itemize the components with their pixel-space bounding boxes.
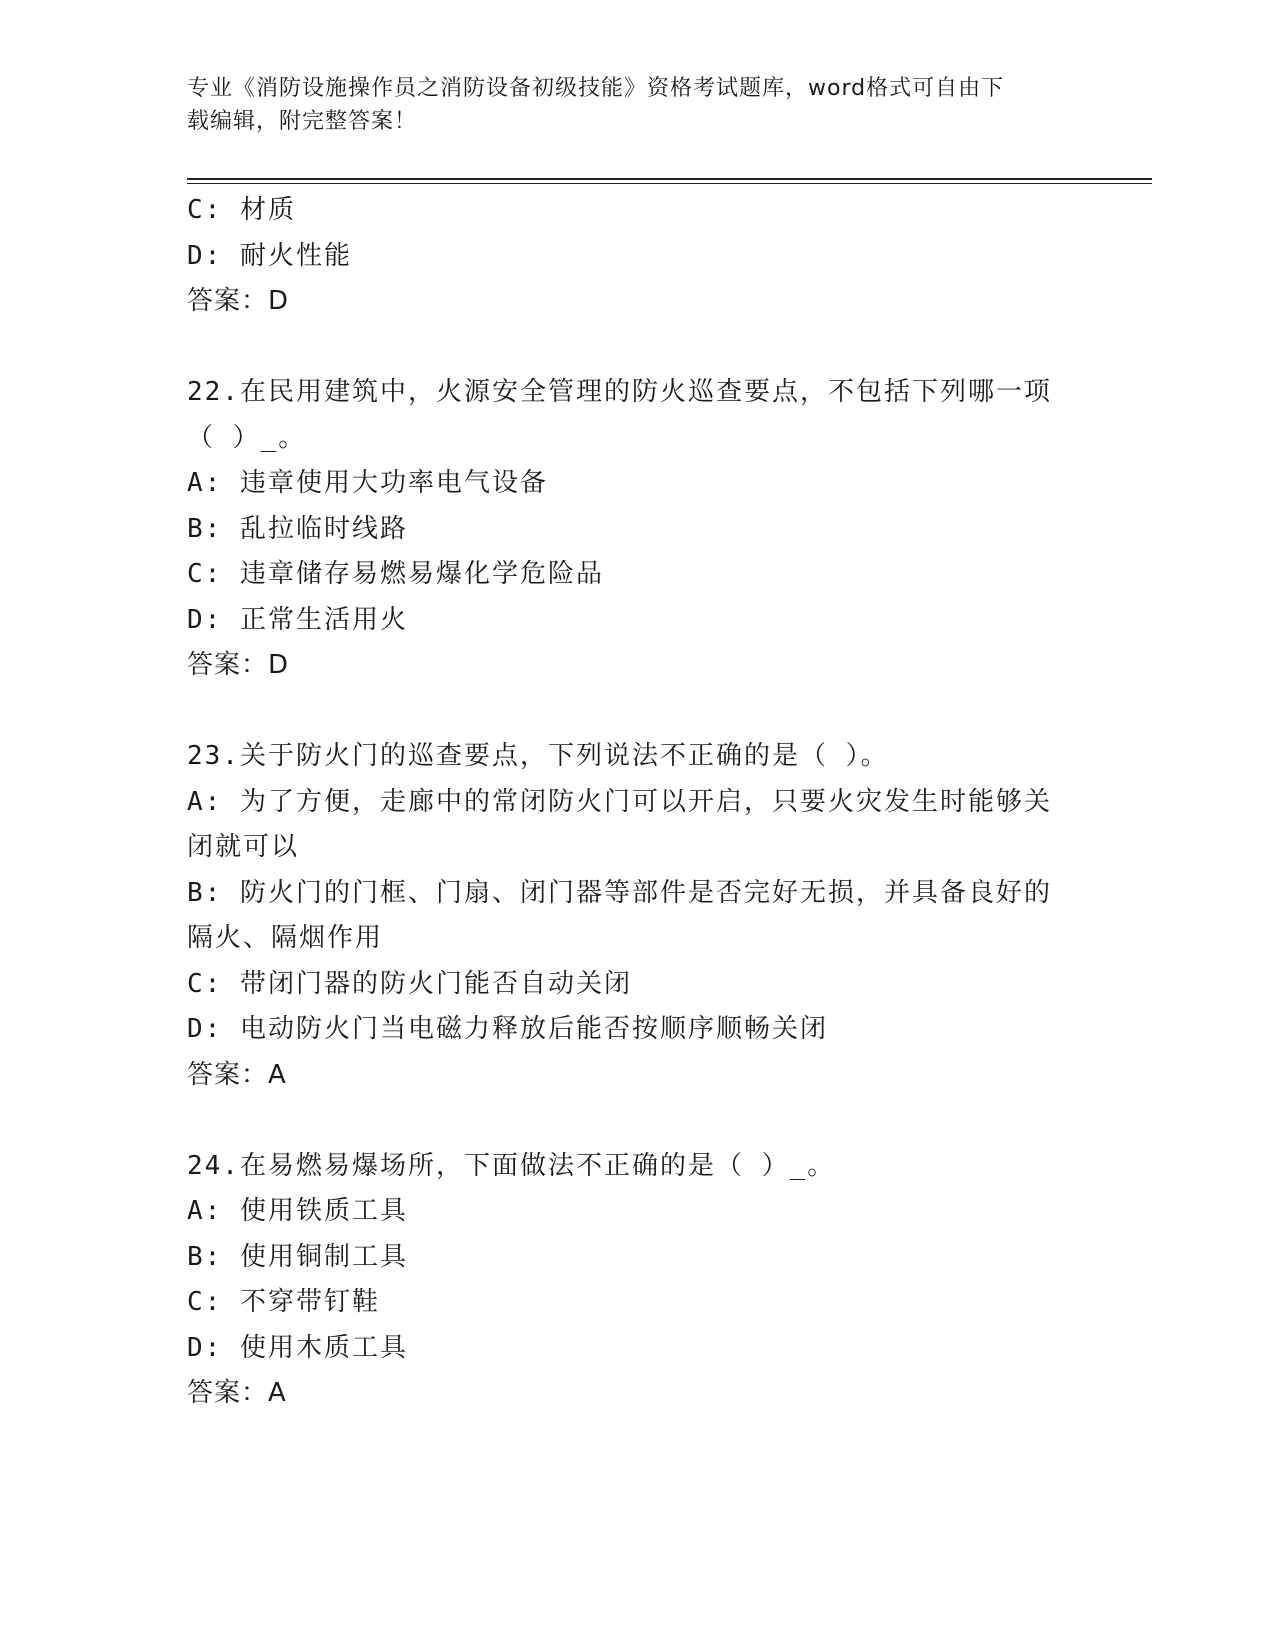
answer: 答案：A xyxy=(187,1378,287,1408)
answer: 答案：D xyxy=(187,286,290,316)
question-24 xyxy=(187,1144,1077,1417)
option-a: A: 使用铁质工具 xyxy=(187,1196,408,1226)
option-b-continued: 隔火、隔烟作用 xyxy=(187,923,384,953)
question-stem: 24.在易燃易爆场所，下面做法不正确的是（ ）_。 xyxy=(187,1150,836,1181)
option-d: D: 电动防火门当电磁力释放后能否按顺序顺畅关闭 xyxy=(187,1014,828,1044)
question-stem: 23.关于防火门的巡查要点，下列说法不正确的是（ ）。 xyxy=(187,741,889,771)
option-a: A: 为了方便，走廊中的常闭防火门可以开启，只要火灾发生时能够关 xyxy=(187,786,1052,817)
question-content xyxy=(187,188,1077,1417)
option-d: D: 耐火性能 xyxy=(187,240,352,271)
option-c: C: 材质 xyxy=(187,195,296,225)
option-b: B: 防火门的门框、门扇、闭门器等部件是否完好无损，并具备良好的 xyxy=(187,877,1052,908)
option-b: B: 使用铜制工具 xyxy=(187,1241,408,1272)
option-b: B: 乱拉临时线路 xyxy=(187,513,408,544)
option-c: C: 违章储存易燃易爆化学危险品 xyxy=(187,559,604,589)
option-a-continued: 闭就可以 xyxy=(187,832,300,862)
question-22 xyxy=(187,370,1077,689)
header-rule-thick xyxy=(187,178,1152,180)
document-header xyxy=(187,72,1067,138)
option-c: C: 不穿带钉鞋 xyxy=(187,1287,380,1317)
question-21-tail xyxy=(187,188,1077,325)
answer: 答案：D xyxy=(187,650,290,680)
header-title-line-1: 专业《消防设施操作员之消防设备初级技能》资格考试题库，word格式可自由下 xyxy=(187,76,1005,101)
question-23 xyxy=(187,734,1077,1098)
answer: 答案：A xyxy=(187,1059,287,1090)
question-stem-continued: （ ）_。 xyxy=(187,422,307,453)
header-title-line-2: 载编辑，附完整答案！ xyxy=(187,109,418,134)
question-stem: 22.在民用建筑中，火源安全管理的防火巡查要点，不包括下列哪一项 xyxy=(187,377,1052,407)
header-rule-thin xyxy=(187,183,1152,184)
option-a: A: 违章使用大功率电气设备 xyxy=(187,468,548,498)
option-d: D: 使用木质工具 xyxy=(187,1332,408,1363)
option-c: C: 带闭门器的防火门能否自动关闭 xyxy=(187,968,632,999)
option-d: D: 正常生活用火 xyxy=(187,604,408,635)
